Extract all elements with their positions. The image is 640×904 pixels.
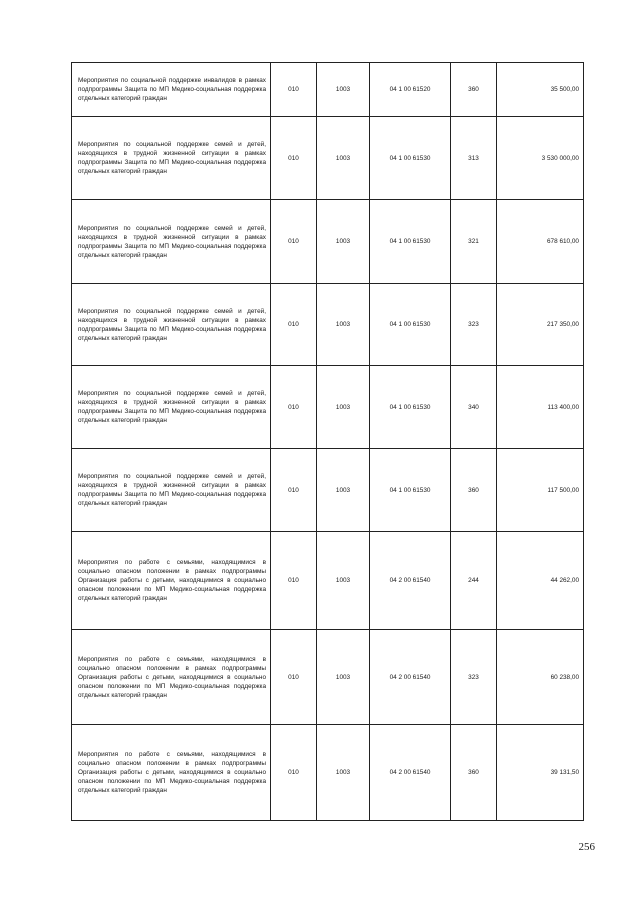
ministry-code: 010	[271, 117, 317, 200]
row-description: Мероприятия по работе с семьями, находящимися в социально опасном положении в рамках подпрограммы Организация работы с детьми, находящимися в социально опасном положении по МП Медико-социальная поддержка отдельных категорий граждан	[72, 630, 271, 725]
expense-type-code: 321	[451, 200, 497, 284]
row-description: Мероприятия по работе с семьями, находящимися в социально опасном положении в рамках подпрограммы Организация работы с детьми, находящимися в социально опасном положении по МП Медико-социальная поддержка отдельных категорий граждан	[72, 725, 271, 821]
target-article-code: 04 1 00 61530	[370, 366, 451, 449]
target-article-code: 04 1 00 61530	[370, 284, 451, 366]
section-code: 1003	[317, 284, 370, 366]
target-article-code: 04 2 00 61540	[370, 725, 451, 821]
target-article-code: 04 1 00 61530	[370, 449, 451, 532]
section-code: 1003	[317, 630, 370, 725]
budget-table	[71, 62, 584, 821]
target-article-code: 04 1 00 61530	[370, 200, 451, 284]
expense-type-code: 323	[451, 284, 497, 366]
target-article-code: 04 1 00 61530	[370, 117, 451, 200]
ministry-code: 010	[271, 532, 317, 630]
target-article-code: 04 2 00 61540	[370, 630, 451, 725]
amount: 217 350,00	[497, 284, 584, 366]
table-row	[72, 366, 584, 449]
row-description: Мероприятия по социальной поддержке семей и детей, находящихся в трудной жизненной ситуации в рамках подпрограммы Защита по МП Медико-социальная поддержка отдельных категорий граждан	[72, 117, 271, 200]
section-code: 1003	[317, 117, 370, 200]
expense-type-code: 360	[451, 449, 497, 532]
table-row	[72, 630, 584, 725]
amount: 678 610,00	[497, 200, 584, 284]
section-code: 1003	[317, 63, 370, 117]
amount: 117 500,00	[497, 449, 584, 532]
target-article-code: 04 2 00 61540	[370, 532, 451, 630]
ministry-code: 010	[271, 630, 317, 725]
section-code: 1003	[317, 725, 370, 821]
page-number: 256	[578, 841, 595, 853]
row-description: Мероприятия по социальной поддержке семей и детей, находящихся в трудной жизненной ситуации в рамках подпрограммы Защита по МП Медико-социальная поддержка отдельных категорий граждан	[72, 366, 271, 449]
ministry-code: 010	[271, 725, 317, 821]
ministry-code: 010	[271, 449, 317, 532]
amount: 44 262,00	[497, 532, 584, 630]
amount: 3 530 000,00	[497, 117, 584, 200]
ministry-code: 010	[271, 284, 317, 366]
table-row	[72, 725, 584, 821]
table-row	[72, 532, 584, 630]
expense-type-code: 323	[451, 630, 497, 725]
row-description: Мероприятия по социальной поддержке семей и детей, находящихся в трудной жизненной ситуации в рамках подпрограммы Защита по МП Медико-социальная поддержка отдельных категорий граждан	[72, 200, 271, 284]
budget-table-body	[72, 63, 584, 821]
expense-type-code: 340	[451, 366, 497, 449]
amount: 113 400,00	[497, 366, 584, 449]
table-row	[72, 449, 584, 532]
row-description: Мероприятия по социальной поддержке инвалидов в рамках подпрограммы Защита по МП Медико-социальная поддержка отдельных категорий граждан	[72, 63, 271, 117]
expense-type-code: 360	[451, 725, 497, 821]
expense-type-code: 313	[451, 117, 497, 200]
row-description: Мероприятия по социальной поддержке семей и детей, находящихся в трудной жизненной ситуации в рамках подпрограммы Защита по МП Медико-социальная поддержка отдельных категорий граждан	[72, 284, 271, 366]
ministry-code: 010	[271, 366, 317, 449]
table-row	[72, 117, 584, 200]
section-code: 1003	[317, 366, 370, 449]
section-code: 1003	[317, 449, 370, 532]
section-code: 1003	[317, 532, 370, 630]
expense-type-code: 244	[451, 532, 497, 630]
target-article-code: 04 1 00 61520	[370, 63, 451, 117]
table-row	[72, 63, 584, 117]
row-description: Мероприятия по социальной поддержке семей и детей, находящихся в трудной жизненной ситуации в рамках подпрограммы Защита по МП Медико-социальная поддержка отдельных категорий граждан	[72, 449, 271, 532]
amount: 60 238,00	[497, 630, 584, 725]
expense-type-code: 360	[451, 63, 497, 117]
amount: 35 500,00	[497, 63, 584, 117]
ministry-code: 010	[271, 63, 317, 117]
section-code: 1003	[317, 200, 370, 284]
ministry-code: 010	[271, 200, 317, 284]
row-description: Мероприятия по работе с семьями, находящимися в социально опасном положении в рамках подпрограммы Организация работы с детьми, находящимися в социально опасном положении по МП Медико-социальная поддержка отдельных категорий граждан	[72, 532, 271, 630]
table-row	[72, 284, 584, 366]
amount: 39 131,50	[497, 725, 584, 821]
table-row	[72, 200, 584, 284]
